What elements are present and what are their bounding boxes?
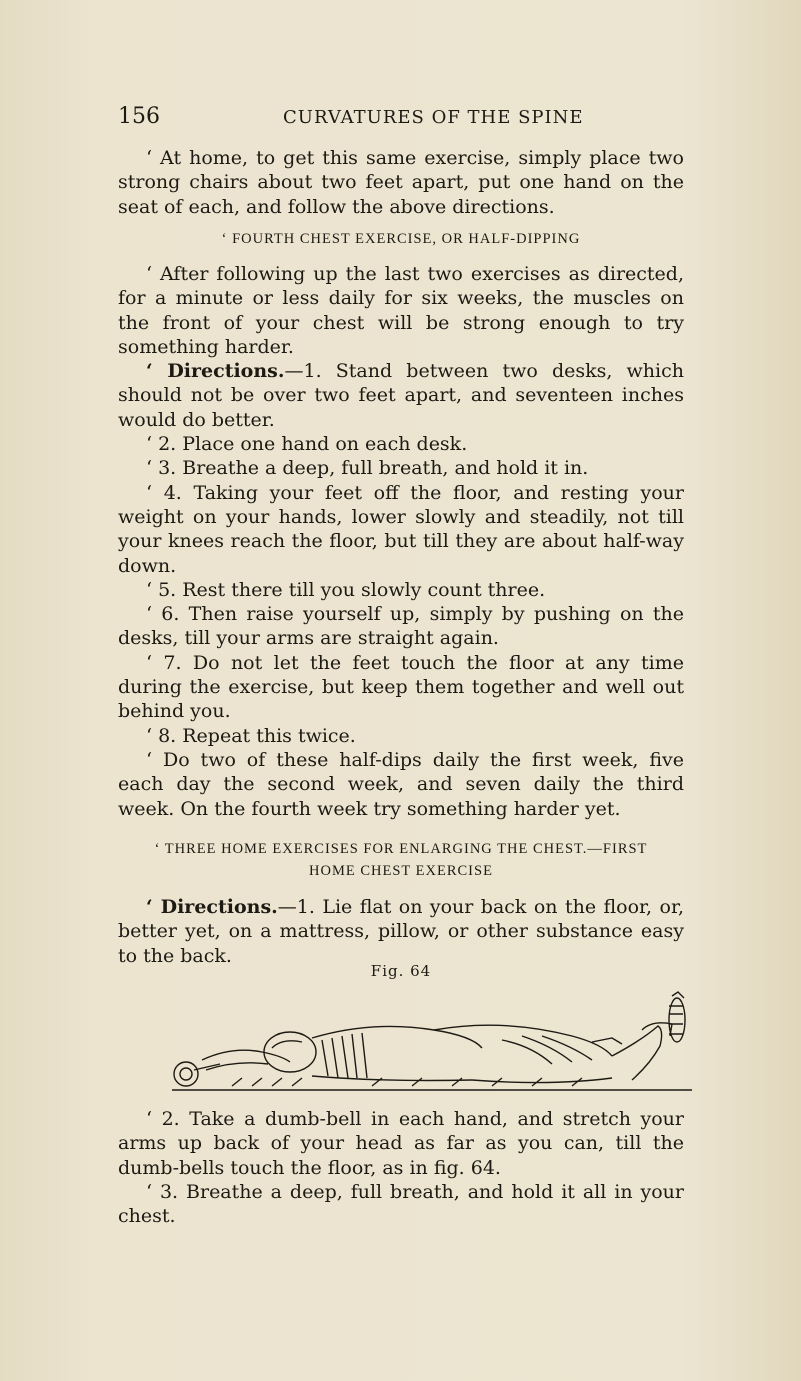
step-5: ‘ 5. Rest there till you slowly count three. [146, 578, 546, 601]
section-fourth-chest-exercise [118, 262, 684, 821]
paragraph: ‘ At home, to get this same exercise, simply place two strong chairs about two feet apart, put one hand on the seat of each, and follow the above directions. [118, 147, 684, 218]
heading-line-2: HOME CHEST EXERCISE [309, 863, 493, 879]
step-4: ‘ 4. Taking your feet off the floor, and resting your weight on your hands, lower slowly and steadily, not till your knees reach the floor, but till they are about half-way down. [118, 481, 684, 577]
section-dumb-bell-steps [118, 1107, 684, 1228]
directions-step-1: —1. Stand between two desks, which should not be over two feet apart, and seventeen inches would do better. [118, 360, 684, 431]
page-header [118, 104, 678, 134]
directions-label: ‘ Directions. [146, 896, 278, 918]
running-head: CURVATURES OF THE SPINE [283, 107, 584, 128]
directions-paragraph [118, 359, 684, 432]
section-first-home-chest-exercise [118, 895, 684, 968]
directions-paragraph [118, 895, 684, 968]
section-heading-fourth-chest-exercise: ‘ FOURTH CHEST EXERCISE, OR HALF-DIPPING [221, 231, 581, 247]
figure-label: Fig. 64 [370, 962, 432, 980]
step-3: ‘ 3. Breathe a deep, full breath, and hold it all in your chest. [118, 1180, 684, 1228]
step-8: ‘ 8. Repeat this twice. [146, 724, 356, 747]
step-7: ‘ 7. Do not let the feet touch the floor at any time during the exercise, but keep them together and well out behind you. [118, 651, 684, 723]
directions-label: ‘ Directions. [146, 360, 285, 383]
figure-64-illustration [172, 990, 692, 1096]
closing-paragraph: ‘ Do two of these half-dips daily the first week, five each day the second week, and seven daily the third week. On the fourth week try something harder yet. [118, 748, 684, 820]
heading-line-1: ‘ THREE HOME EXERCISES FOR ENLARGING THE CHEST.—FIRST [154, 841, 648, 857]
step-2: ‘ 2. Place one hand on each desk. [146, 433, 468, 456]
section-heading-three-home-exercises [118, 838, 684, 882]
intro-paragraph: ‘ After following up the last two exercises as directed, for a minute or less daily for six weeks, the muscles on the front of your chest will be strong enough to try something harder. [118, 263, 684, 358]
paragraph-home-exercise [118, 146, 684, 219]
step-6: ‘ 6. Then raise yourself up, simply by pushing on the desks, till your arms are straight again. [118, 603, 684, 650]
page-number: 156 [118, 104, 160, 129]
step-2: ‘ 2. Take a dumb-bell in each hand, and stretch your arms up back of your head as far as you can, till the dumb-bells touch the floor, as in fig. 64. [118, 1108, 684, 1179]
directions-step-1: —1. Lie flat on your back on the floor, or, better yet, on a mattress, pillow, or other substance easy to the back. [118, 896, 684, 967]
step-3: ‘ 3. Breathe a deep, full breath, and hold it in. [146, 457, 589, 480]
